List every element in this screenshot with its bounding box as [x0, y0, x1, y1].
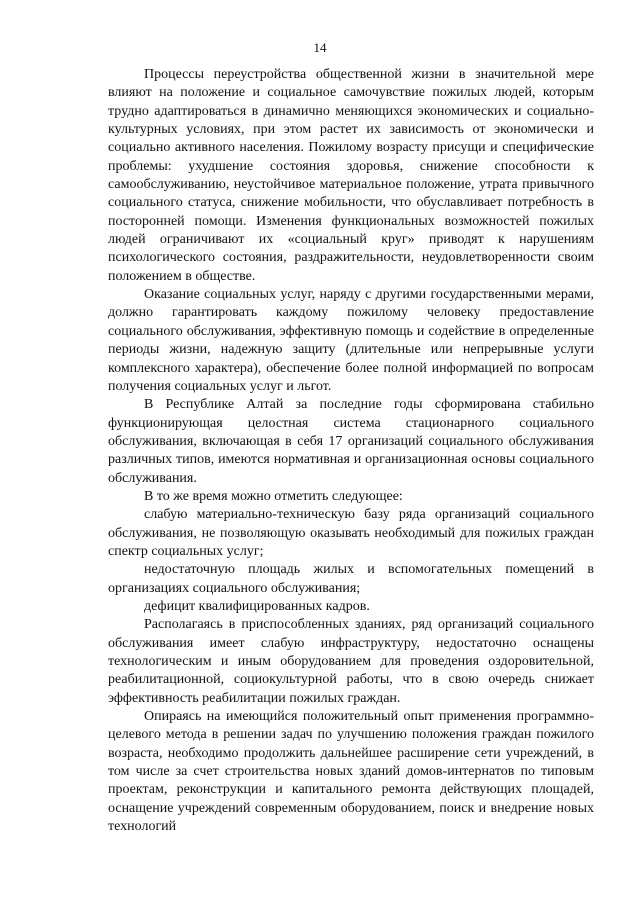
paragraph-program-method: Опираясь на имеющийся положительный опыт применения программно-целевого метода в решении задач по улучшению положения граждан пожилого возраста, необходимо продолжить дальнейшее расширение сети учреждений, в том числе за счет строительства новых зданий домов-интернатов по типовым проектам, реконструкции и капитального ремонта действующих площадей, оснащение учреждений современным оборудованием, поиск и внедрение новых технологий: [108, 709, 594, 835]
page-number: 14: [313, 40, 327, 55]
document-body: [108, 66, 594, 836]
list-item-staff-shortage: дефицит квалифицированных кадров.: [144, 598, 370, 614]
list-item-material-base: слабую материально-техническую базу ряда организаций социального обслуживания, не позволяющую оказывать необходимый для пожилых граждан спектр социальных услуг;: [108, 507, 594, 559]
paragraph-social-services: Оказание социальных услуг, наряду с другими государственными мерами, должно гарантировать каждому пожилому человеку предоставление социального обслуживания, эффективную помощь и содействие в определенные периоды жизни, надежную защиту (длительные или непрерывные услуги комплексного характера), обеспечение более полной информацией по вопросам получения социальных услуг и льгот.: [108, 287, 594, 394]
paragraph-altai-system: В Республике Алтай за последние годы сформирована стабильно функционирующая целостная система стационарного социального обслуживания, включающая в себя 17 организаций социального обслуживания различных типов, имеются нормативная и организационная основы социального обслуживания.: [108, 397, 594, 486]
list-item-living-space: недостаточную площадь жилых и вспомогательных помещений в организациях социального обслуживания;: [108, 562, 594, 596]
paragraph-issues-intro: В то же время можно отметить следующее:: [144, 488, 403, 504]
paragraph-infrastructure: Располагаясь в приспособленных зданиях, ряд организаций социального обслуживания имеет слабую инфраструктуру, недостаточно оснащены технологическим и иным оборудованием для проведения оздоровительной, реабилитационной, социокультурной работы, что в свою очередь снижает эффективность реабилитации пожилых граждан.: [108, 617, 594, 706]
paragraph-reforms: Процессы переустройства общественной жизни в значительной мере влияют на положение и социальное самочувствие пожилых людей, которым трудно адаптироваться в динамично меняющихся экономических и социально-культурных условиях, при этом растет их зависимость от экономически и социально активного населения. Пожилому возрасту присущи и специфические проблемы: ухудшение состояния здоровья, снижение способности к самообслуживанию, неустойчивое материальное положение, утрата привычного социального статуса, снижение мобильности, что обуславливает потребность в посторонней помощи. Изменения функциональных возможностей пожилых людей ограничивают их «социальный круг» приводят к нарушениям психологического состояния, раздражительности, неудовлетворенности своим положением в обществе.: [108, 67, 594, 284]
